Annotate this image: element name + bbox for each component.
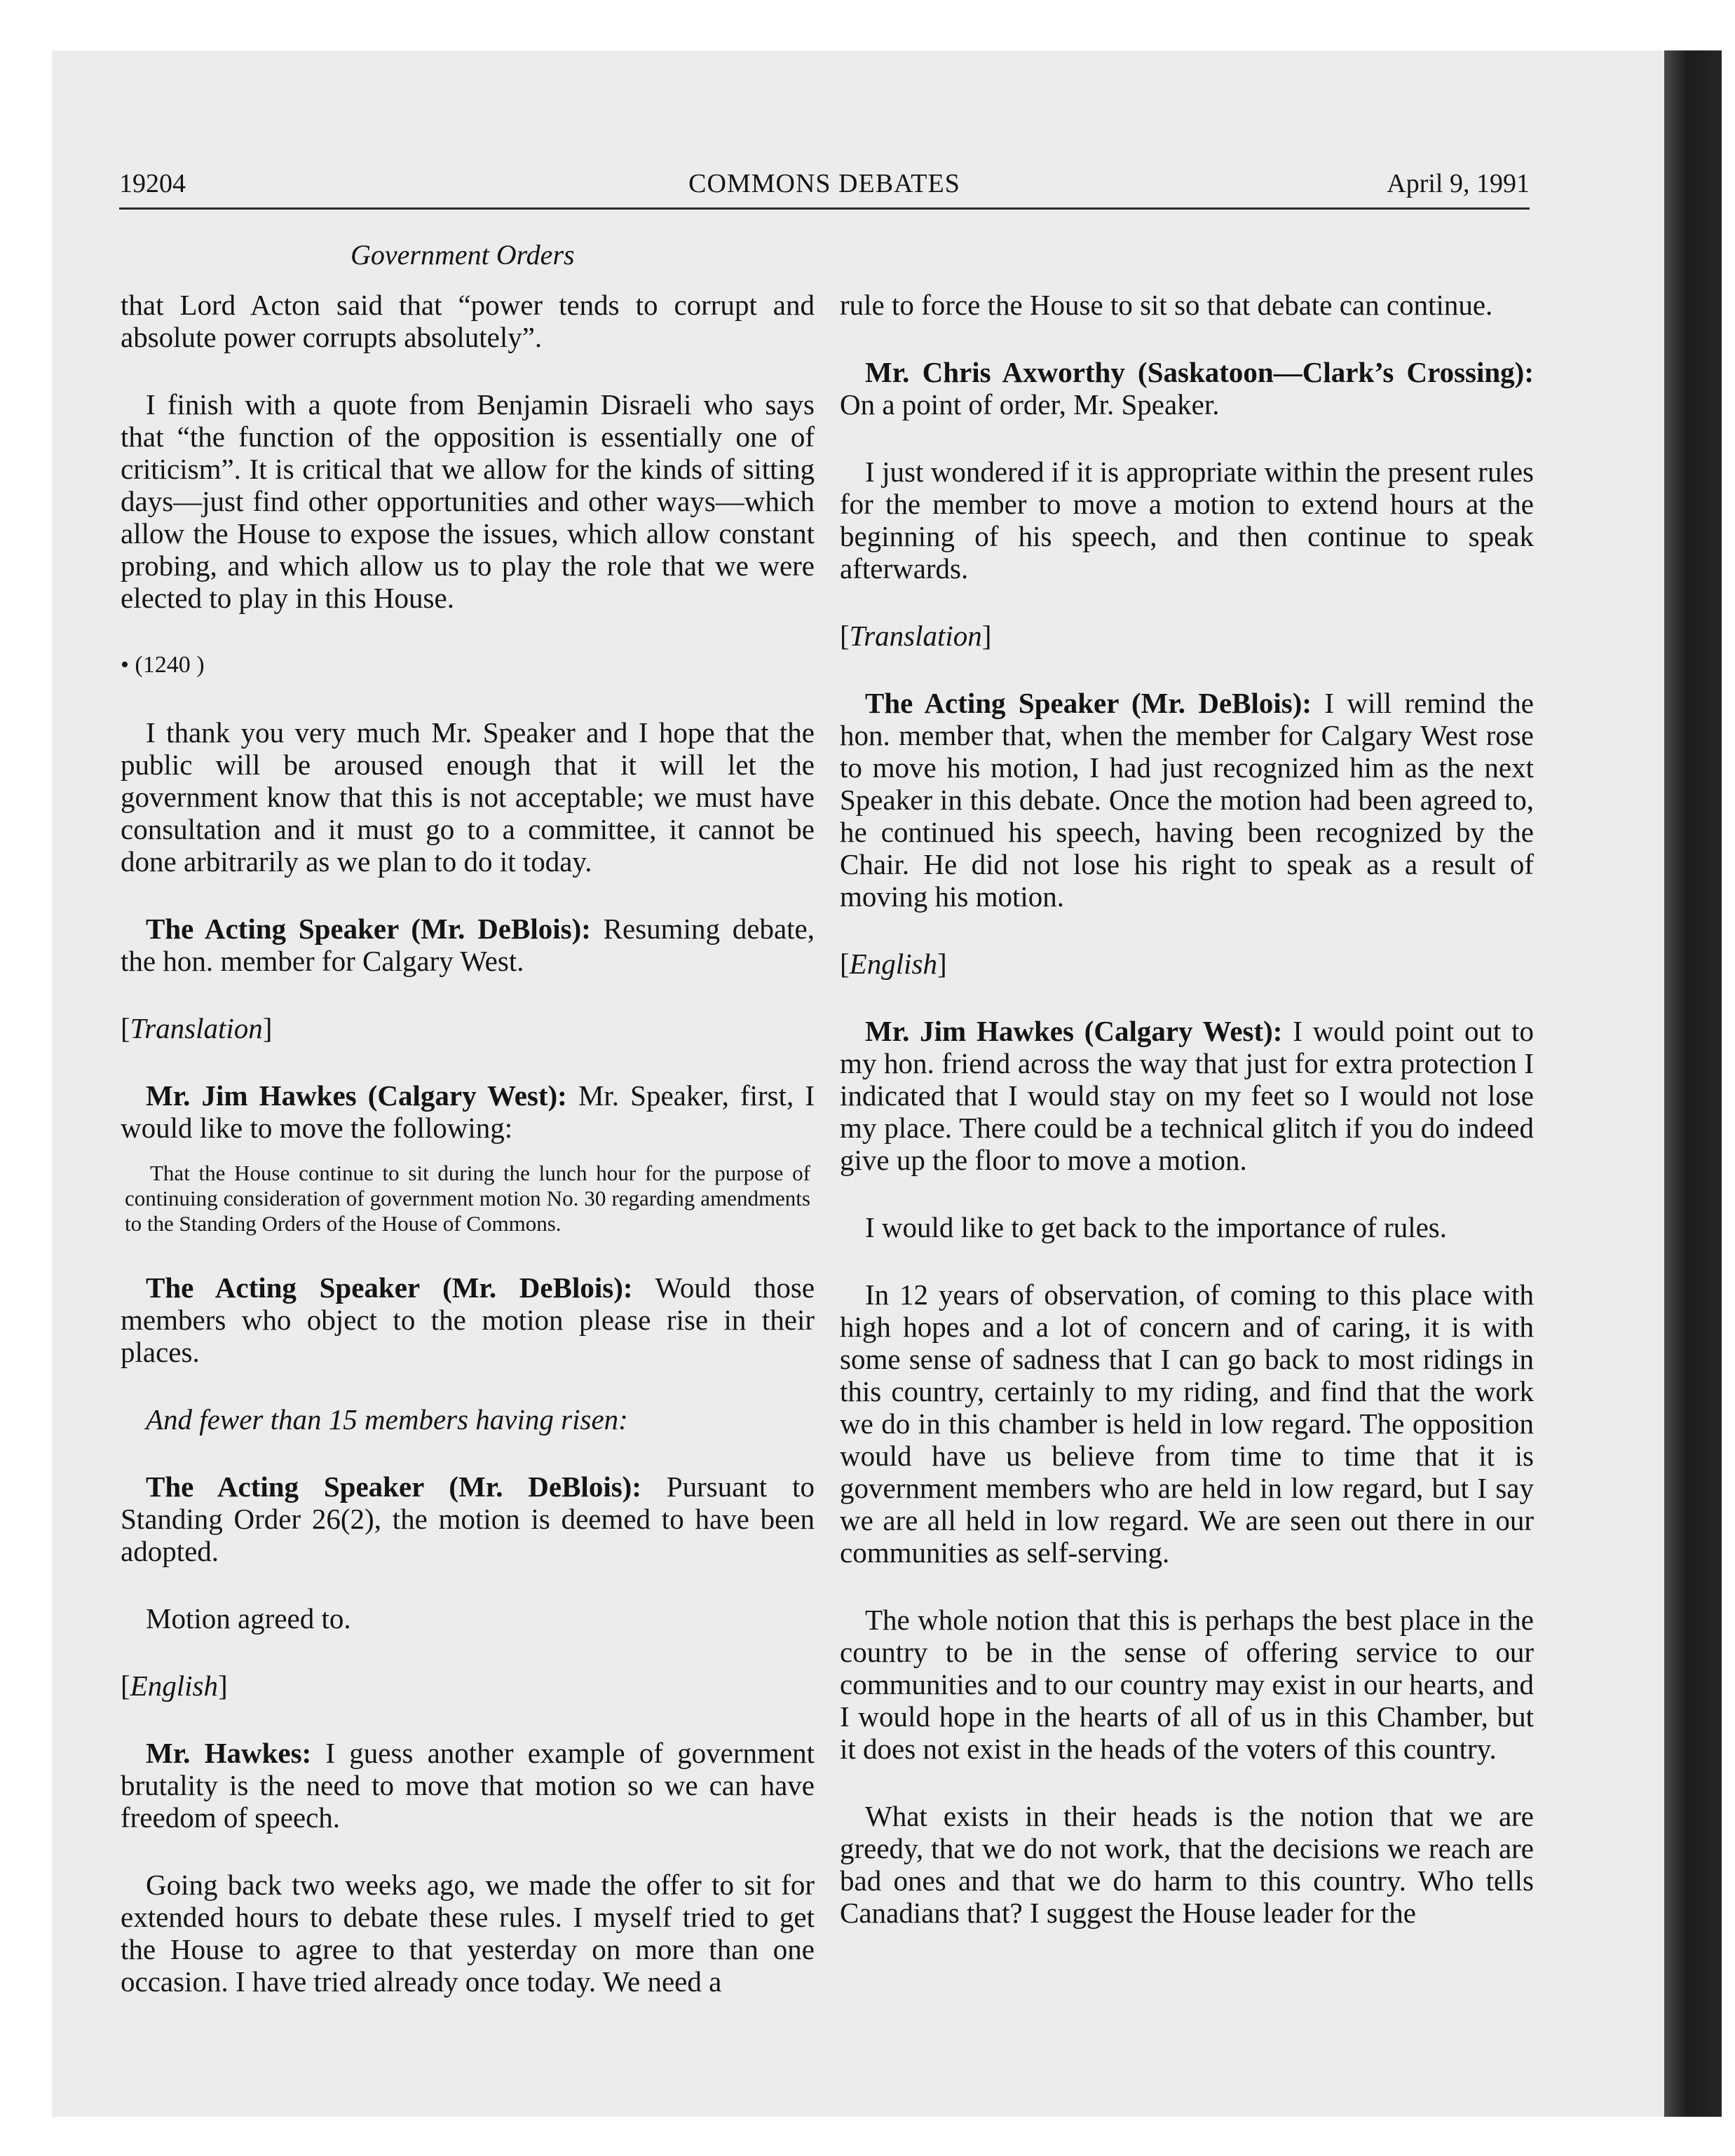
publication-date: April 9, 1991 [1387,169,1530,198]
publication-title: COMMONS DEBATES [688,169,960,198]
paragraph: I just wondered if it is appropriate within the present rules for the member to move a motion to extend hours at the beginning of his speech, and then continue to speak afterwards. [840,456,1534,585]
paragraph [121,1471,815,1567]
paragraph: I thank you very much Mr. Speaker and I hope that the public will be aroused enough that it will let the government know that this is not acceptable; we must have consultation and it must go to a committee, it cannot be done arbitrarily as we plan to do it today. [121,716,815,878]
paragraph: The whole notion that this is perhaps the best place in the country to be in the sense of offering service to our communities and to our country may exist in our hearts, and I would hope in the hearts of all of us in this Chamber, but it does not exist in the heads of the voters of this country. [840,1604,1534,1765]
speaker-name: The Acting Speaker (Mr. DeBlois): [146,913,591,945]
speech-text: Resuming debate, the hon. member for Calgary West. [121,913,815,977]
speaker-name: Mr. Chris Axworthy (Saskatoon—Clark’s Crossing): [865,356,1534,388]
paragraph [840,687,1534,913]
paragraph: rule to force the House to sit so that debate can continue. [840,289,1493,321]
paragraph [840,356,1534,421]
paragraph [121,913,815,977]
paragraph: I would like to get back to the importance of rules. [865,1211,1448,1243]
speech-text: I will remind the hon. member that, when the member for Calgary West rose to move his motion, I had just recognized him as the next Speaker in this debate. Once the motion had been agreed to, he continued his speech, having been recognized by the Chair. He did not lose his right to speak as a result of moving his motion. [840,687,1534,913]
speaker-name: The Acting Speaker (Mr. DeBlois): [146,1271,633,1304]
language-tag: [English] [840,948,947,980]
language-tag-label: English [849,948,937,980]
language-tag: [English] [121,1670,228,1702]
speech-text: Pursuant to Standing Order 26(2), the motion is deemed to have been adopted. [121,1471,815,1567]
language-tag-label: English [130,1670,218,1702]
paragraph: I finish with a quote from Benjamin Disraeli who says that “the function of the opposition is essentially one of criticism”. It is critical that we allow for the kinds of sitting days—just find other opportunities and other ways—which allow the House to expose the issues, which allow constant probing, and which allow us to play the role that we were elected to play in this House. [121,388,815,614]
timestamp: • (1240 ) [121,652,205,678]
language-tag-label: Translation [130,1012,263,1044]
paragraph: In 12 years of observation, of coming to this place with high hopes and a lot of concern and of caring, it is with some sense of sadness that I can go back to most ridings in this country, certainly to my riding, and find that the work we do in this chamber is held in low regard. The opposition would have us believe from time to time that it is government members who are held in low regard, but I say we are all held in low regard. We are seen out there in our communities as self-serving. [840,1278,1534,1569]
paragraph: What exists in their heads is the notion that we are greedy, that we do not work, that the decisions we reach are bad ones and that we do harm to this country. Who tells Canadians that? I suggest the House leader for the [840,1800,1534,1929]
speech-text: I would point out to my hon. friend across the way that just for extra protection I indicated that I would stay on my feet so I would not lose my place. There could be a technical glitch if you do indeed give up the floor to move a motion. [840,1015,1535,1176]
speech-text: Mr. Speaker, first, I would like to move the following: [121,1079,815,1144]
speaker-name: Mr. Hawkes: [146,1737,312,1769]
paragraph [121,1737,815,1834]
language-tag-label: Translation [849,620,982,652]
paragraph [121,1271,815,1368]
speaker-name: Mr. Jim Hawkes (Calgary West): [865,1015,1283,1047]
section-heading: Government Orders [351,239,575,271]
paragraph [840,1015,1534,1176]
scan-edge-shadow [1664,50,1722,2117]
speech-text: I guess another example of government brutality is the need to move that motion so we can have freedom of speech. [121,1737,815,1834]
paragraph: that Lord Acton said that “power tends to corrupt and absolute power corrupts absolutely”. [121,289,815,353]
language-tag: [Translation] [840,620,992,652]
speaker-name: The Acting Speaker (Mr. DeBlois): [865,687,1312,719]
speech-text: On a point of order, Mr. Speaker. [840,388,1220,421]
paragraph [121,1079,815,1144]
paragraph: Going back two weeks ago, we made the offer to sit for extended hours to debate these rules. I myself tried to get the House to agree to that yesterday on more than one occasion. I have tried already once today. We need a [121,1869,815,1998]
speech-text: Would those members who object to the motion please rise in their places. [121,1271,815,1368]
procedural-result: Motion agreed to. [146,1602,351,1635]
motion-text: That the House continue to sit during the lunch hour for the purpose of continuing consideration of government motion No. 30 regarding amendments to the Standing Orders of the House of Commons. [125,1161,810,1236]
speaker-name: Mr. Jim Hawkes (Calgary West): [146,1079,567,1112]
page-number: 19204 [119,169,186,198]
procedural-note: And fewer than 15 members having risen: [146,1403,628,1435]
language-tag: [Translation] [121,1012,273,1044]
speaker-name: The Acting Speaker (Mr. DeBlois): [146,1471,641,1503]
running-header [119,165,1530,210]
right-column [840,289,1534,1964]
left-column [121,289,815,2033]
